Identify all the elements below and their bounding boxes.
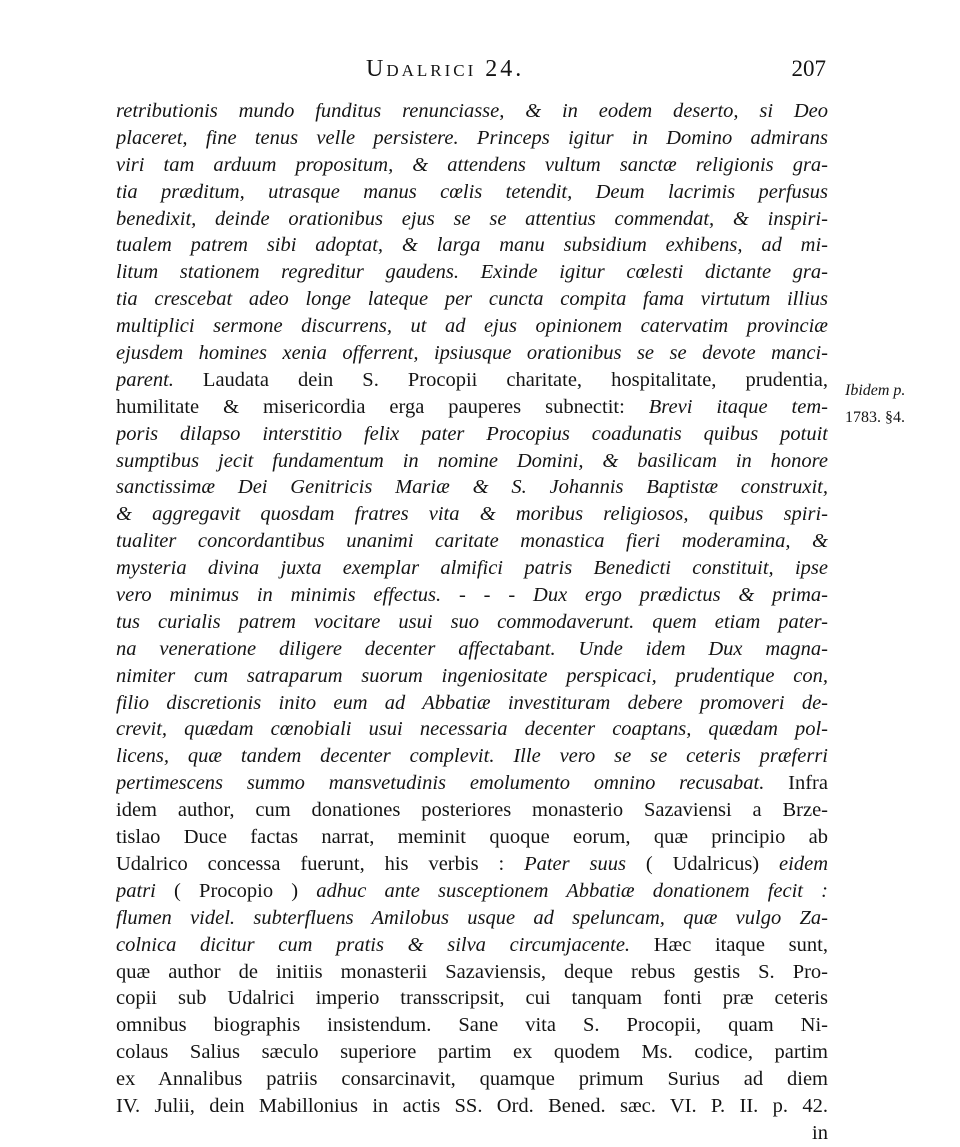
text-line <box>116 690 828 717</box>
text-line <box>116 501 828 528</box>
italic-segment: colnica dicitur cum pratis & silva circumjacente. <box>116 933 631 956</box>
text-line <box>116 1120 828 1147</box>
text-line <box>116 179 828 206</box>
text-line <box>116 474 828 501</box>
roman-segment: ( Udalricus) <box>625 852 780 875</box>
italic-segment: & aggregavit quosdam fratres vita & moribus religiosos, quibus spiri- <box>116 503 828 526</box>
text-line <box>116 1093 828 1120</box>
text-line <box>116 1066 828 1093</box>
text-line <box>116 851 828 878</box>
text-line <box>116 152 828 179</box>
italic-segment: retributionis mundo funditus renunciasse, & in eodem deserto, si Deo <box>116 100 828 122</box>
italic-segment: tus curialis patrem vocitare usui suo commodaverunt. quem etiam pater- <box>116 610 828 633</box>
text-line <box>116 448 828 475</box>
roman-segment: Laudata dein S. Procopii charitate, hospitalitate, prudentia, <box>173 368 828 391</box>
text-line <box>116 770 828 797</box>
text-line <box>116 985 828 1012</box>
text-line <box>116 259 828 286</box>
italic-segment: eidem <box>779 852 828 875</box>
roman-segment: Udalrico concessa fuerunt, his verbis : <box>116 852 525 875</box>
text-line <box>116 98 828 125</box>
roman-segment: in <box>812 1121 828 1144</box>
margin-note-reference: Ibidem p. <box>845 382 906 399</box>
roman-segment: omnibus biographis insistendum. Sane vita S. Procopii, quam Ni- <box>116 1014 828 1037</box>
italic-segment: adhuc ante susceptionem Abbatiæ donationem fecit : <box>316 879 828 902</box>
text-line <box>116 932 828 959</box>
text-line <box>116 1039 828 1066</box>
italic-segment: pertimescens summo mansvetudinis emolumento omnino recusabat. <box>116 772 765 795</box>
italic-segment: na veneratione diligere decenter affectabant. Unde idem Dux magna- <box>116 637 828 660</box>
text-line <box>116 797 828 824</box>
italic-segment: placeret, fine tenus velle persistere. Princeps igitur in Domino admirans <box>116 126 828 149</box>
text-line <box>116 367 828 394</box>
italic-segment: sanctissimæ Dei Genitricis Mariæ & S. Johannis Baptistæ construxit, <box>116 476 828 499</box>
text-line <box>116 340 828 367</box>
italic-segment: tia crescebat adeo longe lateque per cuncta compita fama virtutum illius <box>116 288 828 311</box>
italic-segment: mysteria divina juxta exemplar almifici patris Benedicti constituit, ipse <box>116 557 828 580</box>
text-line <box>116 528 828 555</box>
text-line <box>116 663 828 690</box>
body-text <box>116 98 828 1147</box>
text-line <box>116 232 828 259</box>
text-line <box>116 394 828 421</box>
italic-segment: filio discretionis inito eum ad Abbatiæ investituram debere promoveri de- <box>116 691 828 714</box>
roman-segment: ex Annalibus patriis consarcinavit, quamque primum Surius ad diem <box>116 1068 828 1091</box>
text-line <box>116 1012 828 1039</box>
text-line <box>116 609 828 636</box>
roman-segment: idem author, cum donationes posteriores monasterio Sazaviensi a Brze- <box>116 799 828 822</box>
roman-segment: IV. Julii, dein Mabillonius in actis SS. Ord. Bened. sæc. VI. P. II. p. 42. <box>116 1094 828 1117</box>
text-line <box>116 878 828 905</box>
italic-segment: Brevi itaque tem- <box>648 395 828 418</box>
italic-segment: licens, quæ tandem decenter complevit. Ille vero se se ceteris præferri <box>116 745 828 768</box>
margin-note-section: 1783. §4. <box>845 409 905 426</box>
italic-segment: vero minimus in minimis effectus. - - - Dux ergo prædictus & prima- <box>116 584 828 607</box>
text-line <box>116 313 828 340</box>
roman-segment: tislao Duce factas narrat, meminit quoque eorum, quæ principio ab <box>116 826 828 849</box>
italic-segment: tualiter concordantibus unanimi caritate monastica fieri moderamina, & <box>116 530 828 553</box>
roman-segment: quæ author de initiis monasterii Sazaviensis, deque rebus gestis S. Pro- <box>116 960 828 983</box>
roman-segment: ( Procopio ) <box>155 879 317 902</box>
italic-segment: tia præditum, utrasque manus cœlis tetendit, Deum lacrimis perfusus <box>116 180 828 203</box>
italic-segment: crevit, quædam cœnobiali usui necessaria decenter coaptans, quædam pol- <box>116 718 828 741</box>
text-line <box>116 582 828 609</box>
roman-segment: humilitate & misericordia erga pauperes subnectit: <box>116 395 649 418</box>
italic-segment: patri <box>116 879 156 902</box>
italic-segment: Pater suus <box>524 852 626 875</box>
text-line <box>116 905 828 932</box>
italic-segment: flumen videl. subterfluens Amilobus usque ad speluncam, quæ vulgo Za- <box>116 906 828 929</box>
text-line <box>116 206 828 233</box>
italic-segment: ejusdem homines xenia offerrent, ipsiusque orationibus se se devote manci- <box>116 342 828 365</box>
italic-segment: poris dilapso interstitio felix pater Procopius coadunatis quibus potuit <box>116 422 828 445</box>
italic-segment: multiplici sermone discurrens, ut ad ejus opinionem catervatim provinciæ <box>116 315 828 338</box>
text-line <box>116 824 828 851</box>
roman-segment: Infra <box>764 772 828 795</box>
roman-segment: colaus Salius sæculo superiore partim ex quodem Ms. codice, partim <box>116 1041 828 1064</box>
text-line <box>116 125 828 152</box>
running-head <box>116 56 826 90</box>
roman-segment: copii sub Udalrici imperio transscripsit, cui tanquam fonti præ ceteris <box>116 987 828 1010</box>
text-line <box>116 743 828 770</box>
italic-segment: benedixit, deinde orationibus ejus se se attentius commendat, & inspiri- <box>116 207 828 230</box>
running-title: Udalrici 24. <box>366 56 525 82</box>
italic-segment: parent. <box>116 368 174 391</box>
italic-segment: litum stationem regreditur gaudens. Exinde igitur cœlesti dictante gra- <box>116 261 828 284</box>
text-line <box>116 286 828 313</box>
text-line <box>116 959 828 986</box>
text-line <box>116 716 828 743</box>
italic-segment: sumptibus jecit fundamentum in nomine Domini, & basilicam in honore <box>116 449 828 472</box>
text-line <box>116 636 828 663</box>
italic-segment: tualem patrem sibi adoptat, & larga manu subsidium exhibens, ad mi- <box>116 234 828 257</box>
italic-segment: nimiter cum satraparum suorum ingeniositate perspicaci, prudentique con, <box>116 664 828 687</box>
text-line <box>116 555 828 582</box>
italic-segment: viri tam arduum propositum, & attendens vultum sanctæ religionis gra- <box>116 153 828 176</box>
page-number: 207 <box>791 56 826 81</box>
text-line <box>116 421 828 448</box>
roman-segment: Hæc itaque sunt, <box>630 933 828 956</box>
